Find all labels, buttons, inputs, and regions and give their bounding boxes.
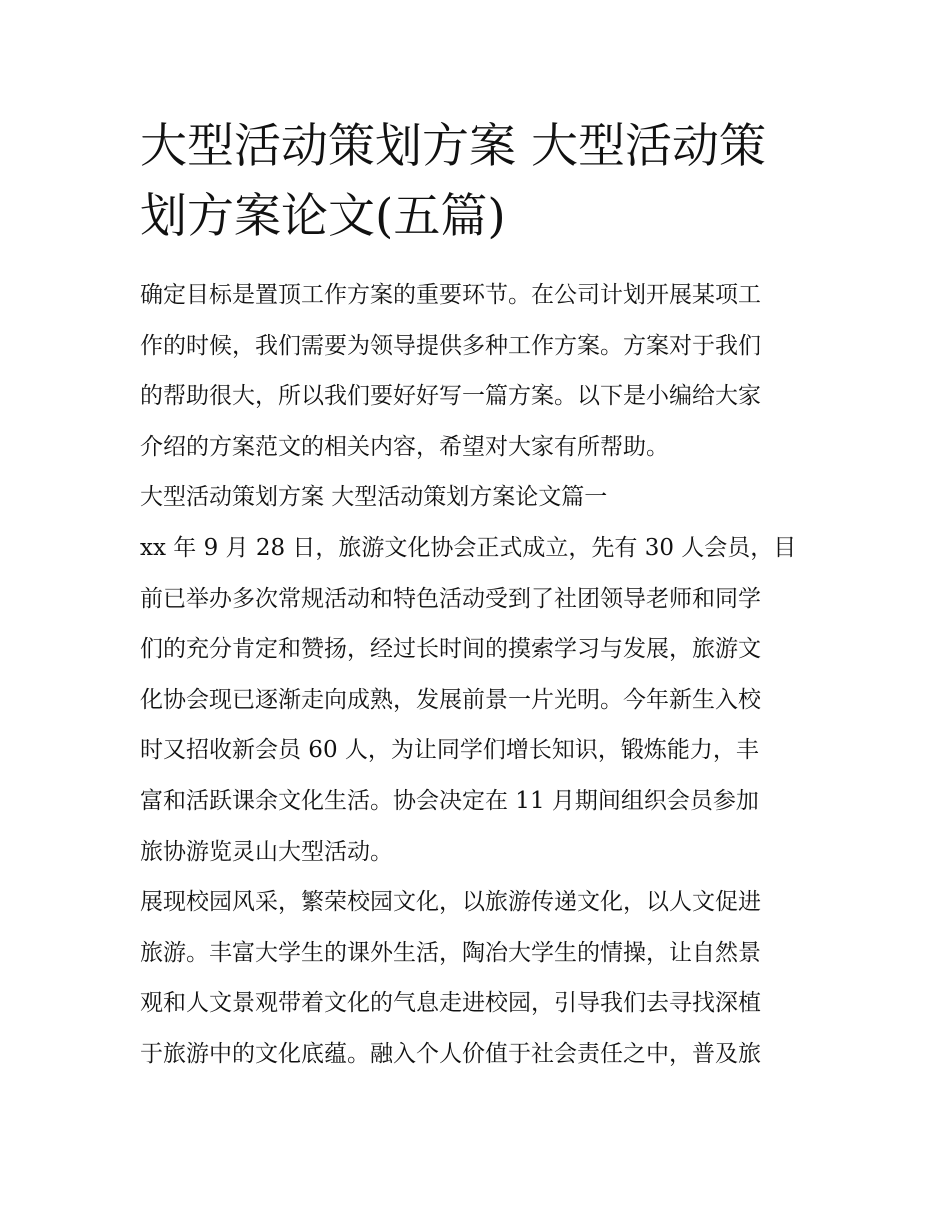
paragraph-line: 富和活跃课余文化生活。协会决定在 11 月期间组织会员参加 <box>140 787 759 814</box>
intro-line: 的帮助很大，所以我们要好好写一篇方案。以下是小编给大家 <box>140 383 761 410</box>
intro-line: 确定目标是置顶工作方案的重要环节。在公司计划开展某项工 <box>140 282 761 308</box>
paragraph-line: 展现校园风采，繁荣校园文化，以旅游传递文化，以人文促进 <box>140 889 761 916</box>
document-body <box>140 270 812 1080</box>
paragraph-line: xx 年 9 月 28 日，旅游文化协会正式成立，先有 30 人会员，目 <box>140 534 797 561</box>
title-line: 划方案论文(五篇) <box>140 189 506 244</box>
document-content <box>140 112 812 1080</box>
document-title <box>140 112 812 252</box>
paragraph-line: 们的充分肯定和赞扬，经过长时间的摸索学习与发展，旅游文 <box>140 636 761 663</box>
paragraph-line: 观和人文景观带着文化的气息走进校园，引导我们去寻找深植 <box>140 990 761 1017</box>
paragraph-line: 时又招收新会员 60 人，为让同学们增长知识，锻炼能力，丰 <box>140 737 759 764</box>
paragraph-line: 旅游。丰富大学生的课外生活，陶冶大学生的情操，让自然景 <box>140 939 761 966</box>
paragraph-line: 于旅游中的文化底蕴。融入个人价值于社会责任之中，普及旅 <box>140 1040 761 1067</box>
paragraph-line: 旅协游览灵山大型活动。 <box>140 838 393 865</box>
intro-line: 作的时候，我们需要为领导提供多种工作方案。方案对于我们 <box>140 332 761 359</box>
paragraph-line: 化协会现已逐渐走向成熟，发展前景一片光明。今年新生入校 <box>140 686 761 713</box>
paragraph-line: 前已举办多次常规活动和特色活动受到了社团领导老师和同学 <box>140 585 761 612</box>
section-heading: 大型活动策划方案 大型活动策划方案论文篇一 <box>140 484 608 511</box>
title-line: 大型活动策划方案 大型活动策 <box>140 119 766 174</box>
intro-line: 介绍的方案范文的相关内容，希望对大家有所帮助。 <box>140 433 669 460</box>
